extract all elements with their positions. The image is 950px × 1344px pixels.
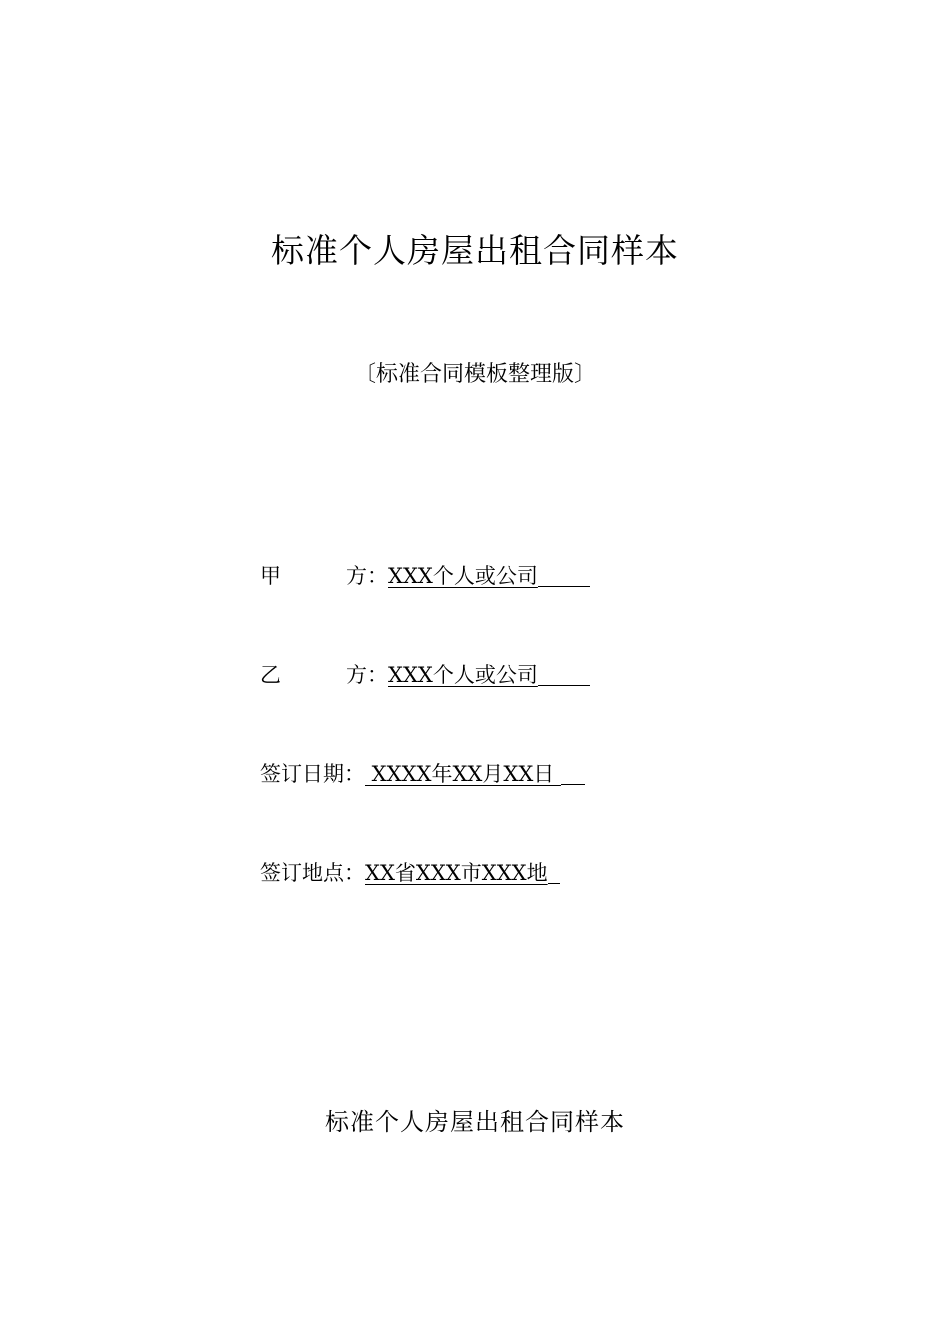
- footer-title: 标准个人房屋出租合同样本: [325, 1108, 625, 1136]
- party-a-underline: [538, 558, 590, 587]
- party-b-label: [260, 657, 388, 693]
- party-a-label: [260, 558, 388, 594]
- sign-date-underline: [561, 756, 585, 785]
- sign-place-value: XX省XXX市XXX地: [365, 861, 548, 885]
- party-b-field: [260, 657, 590, 693]
- sign-date-label: 签订日期：: [260, 762, 365, 786]
- sign-place-underline: [548, 855, 560, 884]
- party-b-underline: [538, 657, 590, 686]
- sign-place-field: [260, 855, 560, 891]
- party-a-label-second: 方：: [346, 564, 388, 588]
- party-a-field: [260, 558, 590, 594]
- party-b-label-second: 方：: [346, 663, 388, 687]
- party-b-value: XXX个人或公司: [388, 663, 538, 687]
- party-b-label-first: 乙: [260, 663, 281, 687]
- sign-date-value: XXXX年XX月XX日: [365, 762, 561, 786]
- document-subtitle: 〔标准合同模板整理版〕: [353, 362, 596, 387]
- party-a-label-first: 甲: [260, 564, 281, 588]
- document-title: 标准个人房屋出租合同样本: [271, 231, 679, 270]
- party-a-value: XXX个人或公司: [388, 564, 538, 588]
- sign-place-label: 签订地点：: [260, 861, 365, 885]
- sign-date-field: [260, 756, 585, 792]
